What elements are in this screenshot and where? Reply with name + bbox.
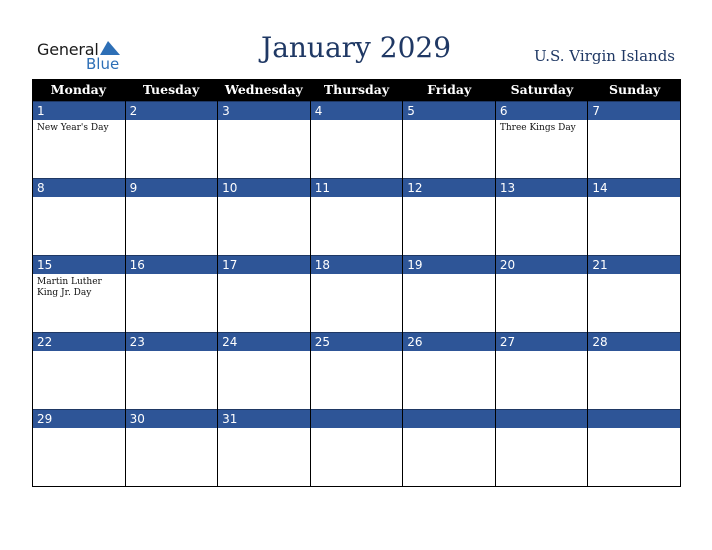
- holiday-label: [311, 197, 403, 200]
- weekday-tuesday: Tuesday: [142, 82, 200, 97]
- weekday-sunday: Sunday: [608, 82, 661, 97]
- holiday-label: [403, 428, 495, 431]
- day-cell[interactable]: [218, 409, 311, 486]
- logo-triangle-icon: [100, 41, 120, 55]
- day-cell[interactable]: [588, 255, 681, 332]
- holiday-label: [588, 428, 680, 431]
- day-number: 10: [218, 178, 310, 197]
- day-cell[interactable]: [126, 255, 219, 332]
- holiday-label: [588, 197, 680, 200]
- day-cell[interactable]: [218, 178, 311, 255]
- holiday-label: [496, 197, 588, 200]
- week-row: [33, 101, 681, 178]
- day-number: 6: [496, 101, 588, 120]
- day-number: 12: [403, 178, 495, 197]
- day-cell[interactable]: [496, 101, 589, 178]
- day-cell[interactable]: [126, 178, 219, 255]
- day-number: 31: [218, 409, 310, 428]
- holiday-label: [126, 197, 218, 200]
- holiday-label: New Year's Day: [37, 123, 109, 133]
- holiday-label: [588, 351, 680, 354]
- day-number: 18: [311, 255, 403, 274]
- holiday-label: [126, 274, 218, 277]
- day-cell[interactable]: [126, 409, 219, 486]
- holiday-label: Martin Luther King Jr. Day: [37, 277, 102, 298]
- day-cell[interactable]: [496, 332, 589, 409]
- day-cell[interactable]: [588, 409, 681, 486]
- holiday-label: [403, 274, 495, 277]
- holiday-label: [403, 197, 495, 200]
- day-number: 8: [33, 178, 125, 197]
- weekday-wednesday: Wednesday: [224, 82, 303, 97]
- day-number: [496, 409, 588, 428]
- day-cell[interactable]: [403, 332, 496, 409]
- page-title: January 2029: [260, 31, 452, 64]
- month-calendar: [32, 79, 681, 486]
- calendar-header: [0, 0, 712, 78]
- day-number: 19: [403, 255, 495, 274]
- day-number: 3: [218, 101, 310, 120]
- day-cell[interactable]: [311, 101, 404, 178]
- day-cell[interactable]: [126, 101, 219, 178]
- weekday-saturday: Saturday: [510, 82, 574, 97]
- day-number: 27: [496, 332, 588, 351]
- day-cell[interactable]: [218, 332, 311, 409]
- day-number: [588, 409, 680, 428]
- day-number: 11: [311, 178, 403, 197]
- holiday-label: [496, 351, 588, 354]
- holiday-label: [311, 274, 403, 277]
- day-number: 30: [126, 409, 218, 428]
- day-number: 15: [33, 255, 125, 274]
- day-cell[interactable]: [33, 332, 126, 409]
- day-cell[interactable]: [403, 178, 496, 255]
- holiday-label: [218, 120, 310, 123]
- day-cell[interactable]: [33, 409, 126, 486]
- day-cell[interactable]: [311, 409, 404, 486]
- generalblue-logo[interactable]: [37, 38, 137, 74]
- day-number: 22: [33, 332, 125, 351]
- day-number: 24: [218, 332, 310, 351]
- day-cell[interactable]: [218, 255, 311, 332]
- logo-text-general: General: [37, 40, 99, 59]
- week-row: [33, 332, 681, 409]
- day-number: 14: [588, 178, 680, 197]
- holiday-label: [403, 351, 495, 354]
- day-number: 13: [496, 178, 588, 197]
- week-row: [33, 255, 681, 332]
- day-cell[interactable]: [588, 178, 681, 255]
- weekday-friday: Friday: [427, 82, 472, 97]
- day-cell[interactable]: [588, 101, 681, 178]
- day-number: [311, 409, 403, 428]
- day-number: 25: [311, 332, 403, 351]
- holiday-label: [126, 351, 218, 354]
- holiday-label: [588, 274, 680, 277]
- day-number: 29: [33, 409, 125, 428]
- day-cell[interactable]: [311, 332, 404, 409]
- day-cell[interactable]: [311, 255, 404, 332]
- day-cell[interactable]: [588, 332, 681, 409]
- day-cell[interactable]: [311, 178, 404, 255]
- holiday-label: Three Kings Day: [499, 123, 576, 133]
- day-number: 5: [403, 101, 495, 120]
- day-number: 1: [33, 101, 125, 120]
- holiday-label: [218, 274, 310, 277]
- holiday-label: [218, 351, 310, 354]
- holiday-label: [218, 197, 310, 200]
- holiday-label: [403, 120, 495, 123]
- day-number: 2: [126, 101, 218, 120]
- weekday-monday: Monday: [50, 82, 107, 97]
- holiday-label: [496, 428, 588, 431]
- day-number: 4: [311, 101, 403, 120]
- holiday-label: [218, 428, 310, 431]
- day-cell[interactable]: [218, 101, 311, 178]
- day-cell[interactable]: [496, 255, 589, 332]
- day-number: 21: [588, 255, 680, 274]
- logo-text-blue: Blue: [86, 55, 120, 73]
- holiday-label: [126, 428, 218, 431]
- country-name: U.S. Virgin Islands: [534, 47, 675, 65]
- day-number: 17: [218, 255, 310, 274]
- holiday-label: [311, 120, 403, 123]
- day-number: 23: [126, 332, 218, 351]
- day-cell[interactable]: [33, 178, 126, 255]
- holiday-label: [588, 120, 680, 123]
- day-number: 7: [588, 101, 680, 120]
- weekday-header-row: [32, 79, 681, 101]
- holiday-label: [33, 428, 125, 431]
- holiday-label: [311, 351, 403, 354]
- holiday-label: [33, 351, 125, 354]
- day-number: 9: [126, 178, 218, 197]
- day-cell[interactable]: [126, 332, 219, 409]
- day-cell[interactable]: [403, 409, 496, 486]
- day-cell[interactable]: [496, 409, 589, 486]
- weeks-grid: [32, 101, 681, 487]
- day-number: 28: [588, 332, 680, 351]
- day-cell[interactable]: [496, 178, 589, 255]
- day-number: [403, 409, 495, 428]
- week-row: [33, 178, 681, 255]
- day-cell[interactable]: [33, 101, 126, 178]
- holiday-label: [126, 120, 218, 123]
- holiday-label: [496, 274, 588, 277]
- day-cell[interactable]: [403, 255, 496, 332]
- holiday-label: [33, 197, 125, 200]
- day-number: 26: [403, 332, 495, 351]
- week-row: [33, 409, 681, 486]
- day-cell[interactable]: [33, 255, 126, 332]
- holiday-label: [311, 428, 403, 431]
- day-cell[interactable]: [403, 101, 496, 178]
- day-number: 20: [496, 255, 588, 274]
- day-number: 16: [126, 255, 218, 274]
- weekday-thursday: Thursday: [323, 82, 390, 97]
